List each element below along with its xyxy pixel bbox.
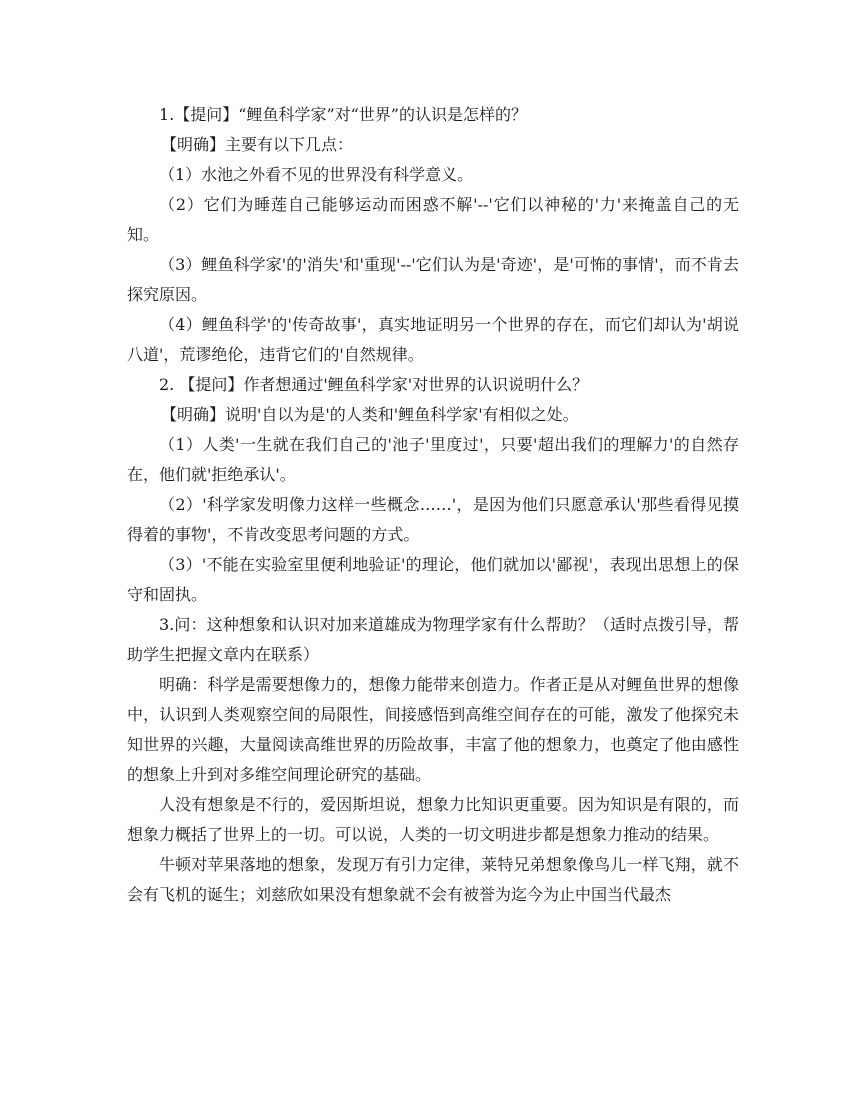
imagination-paragraph: 人没有想象是不行的，爱因斯坦说，想象力比知识更重要。因为知识是有限的，而想象力概括了世界上的一切。可以说，人类的一切文明进步都是想象力推动的结果。 [127, 795, 739, 844]
question-2-point-2: （2）'科学家发明像力这样一些概念……'，是因为他们只愿意承认'那些看得见摸得着的事物'，不肯改变思考问题的方式。 [127, 495, 739, 544]
question-1: 1.【提问】“鲤鱼科学家”对“世界”的认识是怎样的？ [159, 105, 527, 124]
question-1-answer-heading: 【明确】主要有以下几点： [161, 135, 354, 154]
question-3: 3.问：这种想象和认识对加来道雄成为物理学家有什么帮助？（适时点拨引导，帮助学生把握文章内在联系） [127, 615, 739, 664]
examples-paragraph: 牛顿对苹果落地的想象，发现万有引力定律，莱特兄弟想象像鸟儿一样飞翔，就不会有飞机的诞生；刘慈欣如果没有想象就不会有被誉为迄今为止中国当代最杰 [127, 855, 739, 904]
document-body [127, 100, 739, 910]
question-1-point-4: （4）鲤鱼科学'的'传奇故事'，真实地证明另一个世界的存在，而它们却认为'胡说八道'，荒谬绝伦，违背它们的'自然规律。 [127, 315, 739, 364]
question-2-answer-heading: 【明确】说明'自以为是'的人类和'鲤鱼科学家'有相似之处。 [161, 405, 579, 424]
question-2-point-3: （3）'不能在实验室里便利地验证'的理论，他们就加以'鄙视'，表现出思想上的保守和固执。 [127, 555, 739, 604]
question-2-point-1: （1）人类'一生就在我们自己的'池子'里度过'，只要'超出我们的理解力'的自然存在，他们就'拒绝承认'。 [127, 435, 739, 484]
question-3-answer: 明确：科学是需要想像力的，想像力能带来创造力。作者正是从对鲤鱼世界的想像中，认识到人类观察空间的局限性，间接感悟到高维空间存在的可能，激发了他探究未知世界的兴趣，大量阅读高维世界的历险故事，丰富了他的想象力，也奠定了他由感性的想象上升到对多维空间理论研究的基础。 [127, 675, 739, 784]
question-2: 2. 【提问】作者想通过'鲤鱼科学家'对世界的认识说明什么？ [159, 375, 589, 394]
question-1-point-1: （1）水池之外看不见的世界没有科学意义。 [159, 165, 474, 184]
question-1-point-3: （3）鲤鱼科学家'的'消失'和'重现'--'它们认为是'奇迹'，是'可怖的事情'，而不肯去探究原因。 [127, 255, 739, 304]
question-1-point-2: （2）它们为睡莲自己能够运动而困惑不解'--'它们以神秘的'力'来掩盖自己的无知。 [127, 195, 739, 244]
